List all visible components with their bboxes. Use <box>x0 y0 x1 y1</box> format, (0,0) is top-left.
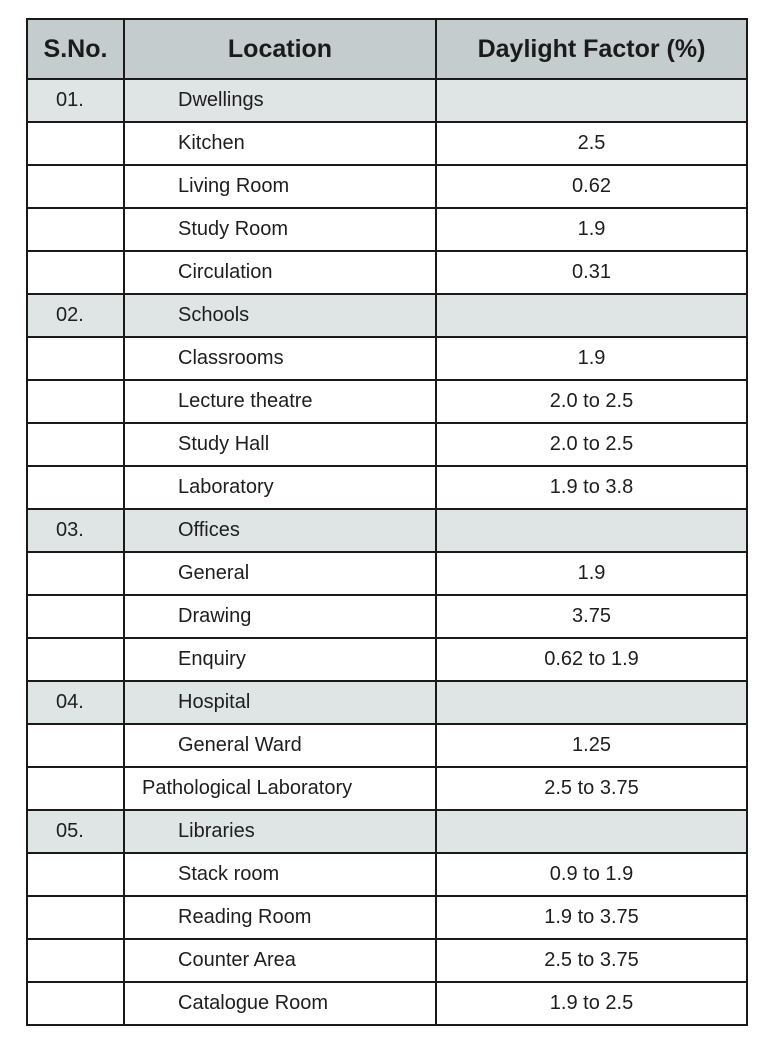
cell-sno <box>27 337 124 380</box>
cell-sno: 04. <box>27 681 124 724</box>
cell-location: Living Room <box>124 165 436 208</box>
cell-location: Study Room <box>124 208 436 251</box>
table-row <box>27 466 747 509</box>
cell-sno <box>27 466 124 509</box>
table-group-row <box>27 509 747 552</box>
cell-daylight-factor: 1.9 <box>436 208 747 251</box>
table-group-row <box>27 294 747 337</box>
cell-sno <box>27 595 124 638</box>
daylight-factor-table <box>26 18 748 1026</box>
cell-daylight-factor: 0.62 to 1.9 <box>436 638 747 681</box>
cell-daylight-factor: 0.31 <box>436 251 747 294</box>
cell-location: Reading Room <box>124 896 436 939</box>
cell-sno <box>27 638 124 681</box>
cell-category: Libraries <box>124 810 436 853</box>
cell-sno <box>27 165 124 208</box>
cell-sno <box>27 767 124 810</box>
table-row <box>27 939 747 982</box>
cell-sno: 03. <box>27 509 124 552</box>
cell-location: Counter Area <box>124 939 436 982</box>
cell-sno: 01. <box>27 79 124 122</box>
cell-location: Study Hall <box>124 423 436 466</box>
cell-daylight-factor: 2.5 to 3.75 <box>436 939 747 982</box>
cell-daylight-factor: 2.0 to 2.5 <box>436 423 747 466</box>
cell-daylight-factor: 0.62 <box>436 165 747 208</box>
table-body <box>27 79 747 1025</box>
table-row <box>27 122 747 165</box>
table-header <box>27 19 747 79</box>
cell-sno <box>27 552 124 595</box>
cell-sno <box>27 939 124 982</box>
cell-location: Kitchen <box>124 122 436 165</box>
cell-daylight-factor: 2.5 <box>436 122 747 165</box>
cell-location: Catalogue Room <box>124 982 436 1025</box>
cell-location: General Ward <box>124 724 436 767</box>
cell-sno <box>27 122 124 165</box>
cell-daylight-factor <box>436 294 747 337</box>
cell-sno <box>27 853 124 896</box>
cell-category: Schools <box>124 294 436 337</box>
cell-daylight-factor: 2.0 to 2.5 <box>436 380 747 423</box>
cell-location: Enquiry <box>124 638 436 681</box>
cell-daylight-factor: 2.5 to 3.75 <box>436 767 747 810</box>
cell-daylight-factor <box>436 681 747 724</box>
table-row <box>27 423 747 466</box>
header-row <box>27 19 747 79</box>
table-row <box>27 767 747 810</box>
table-row <box>27 251 747 294</box>
table-row <box>27 208 747 251</box>
table-group-row <box>27 79 747 122</box>
cell-category: Hospital <box>124 681 436 724</box>
cell-sno <box>27 896 124 939</box>
table-row <box>27 337 747 380</box>
cell-daylight-factor <box>436 79 747 122</box>
header-location: Location <box>124 19 436 79</box>
cell-daylight-factor <box>436 509 747 552</box>
cell-sno <box>27 724 124 767</box>
cell-sno: 02. <box>27 294 124 337</box>
cell-location: General <box>124 552 436 595</box>
cell-category: Offices <box>124 509 436 552</box>
cell-daylight-factor: 1.9 to 3.75 <box>436 896 747 939</box>
cell-location: Drawing <box>124 595 436 638</box>
cell-daylight-factor: 1.9 to 2.5 <box>436 982 747 1025</box>
cell-sno <box>27 982 124 1025</box>
cell-sno <box>27 380 124 423</box>
table-row <box>27 165 747 208</box>
daylight-factor-table-container <box>26 18 746 1026</box>
cell-daylight-factor: 1.9 <box>436 337 747 380</box>
cell-location: Pathological Laboratory <box>124 767 436 810</box>
cell-sno <box>27 251 124 294</box>
cell-category: Dwellings <box>124 79 436 122</box>
cell-sno: 05. <box>27 810 124 853</box>
cell-daylight-factor <box>436 810 747 853</box>
cell-daylight-factor: 1.25 <box>436 724 747 767</box>
cell-location: Circulation <box>124 251 436 294</box>
table-row <box>27 552 747 595</box>
table-row <box>27 853 747 896</box>
cell-sno <box>27 423 124 466</box>
cell-sno <box>27 208 124 251</box>
table-group-row <box>27 681 747 724</box>
header-daylight-factor: Daylight Factor (%) <box>436 19 747 79</box>
cell-daylight-factor: 0.9 to 1.9 <box>436 853 747 896</box>
cell-daylight-factor: 1.9 <box>436 552 747 595</box>
cell-location: Classrooms <box>124 337 436 380</box>
table-row <box>27 638 747 681</box>
table-group-row <box>27 810 747 853</box>
cell-daylight-factor: 3.75 <box>436 595 747 638</box>
header-sno: S.No. <box>27 19 124 79</box>
table-row <box>27 724 747 767</box>
table-row <box>27 982 747 1025</box>
table-row <box>27 896 747 939</box>
table-row <box>27 380 747 423</box>
cell-location: Laboratory <box>124 466 436 509</box>
cell-location: Lecture theatre <box>124 380 436 423</box>
cell-daylight-factor: 1.9 to 3.8 <box>436 466 747 509</box>
cell-location: Stack room <box>124 853 436 896</box>
table-row <box>27 595 747 638</box>
